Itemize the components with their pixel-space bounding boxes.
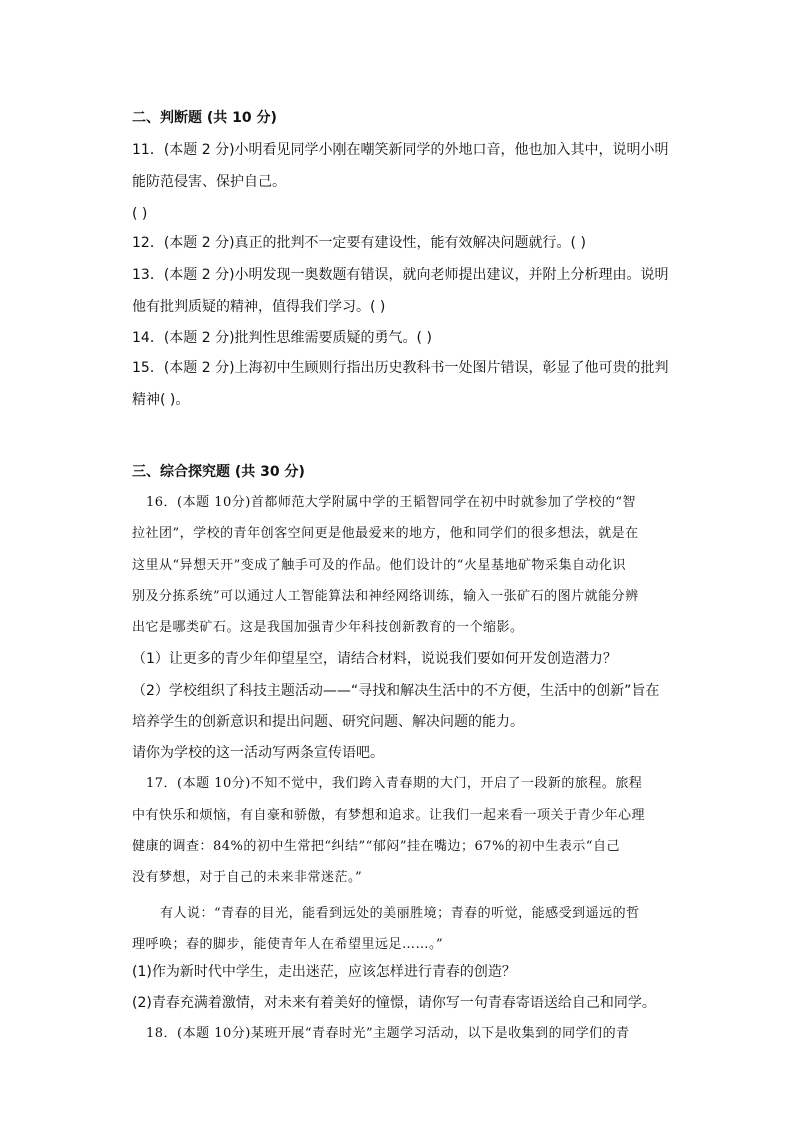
question-16-sub-2-line-1: （2）学校组织了科技主题活动——“寻找和解决生活中的不方便，生活中的创新”旨在 [132, 683, 660, 699]
question-17-sub-2: (2)青春充满着激情，对未来有着美好的憧憬，请你写一句青春寄语送给自己和同学。 [132, 995, 656, 1011]
question-17-sub-1: (1)作为新时代中学生，走出迷茫，应该怎样进行青春的创造？ [132, 964, 516, 980]
question-17-line-3: 健康的调查：84%的初中生常把“纠结”“郁闷”挂在嘴边；67%的初中生表示“自己 [132, 839, 621, 854]
question-17-line-4: 没有梦想，对于自己的未来非常迷茫。” [132, 870, 363, 885]
question-15-line-2: 精神( )。 [132, 392, 190, 408]
question-16-line-4: 别及分拣系统”可以通过人工智能算法和神经网络训练，输入一张矿石的图片就能分辨 [132, 589, 639, 604]
question-17-line-2: 中有快乐和烦恼，有自豪和骄傲，有梦想和追求。让我们一起来看一项关于青少年心理 [132, 808, 646, 823]
question-12: 12．(本题 2 分)真正的批判不一定要有建设性，能有效解决问题就行。( ) [132, 235, 586, 251]
question-16-line-2: 拉社团”，学校的青年创客空间更是他最爱来的地方，他和同学们的很多想法，就是在 [132, 526, 639, 541]
question-17-line-6: 理呼唤；春的脚步，能使青年人在希望里远足……。” [132, 937, 444, 952]
question-11-line-2: 能防范侵害、保护自己。 [132, 174, 286, 190]
question-15-line-1: 15．(本题 2 分)上海初中生顾则行指出历史教科书一处图片错误，彰显了他可贵的批判 [132, 360, 669, 376]
question-13-line-2: 他有批判质疑的精神，值得我们学习。( ) [132, 299, 386, 315]
question-13-line-1: 13．(本题 2 分)小明发现一奥数题有错误，就向老师提出建议，并附上分析理由。说明 [132, 267, 669, 283]
question-11-line-1: 11．(本题 2 分)小明看见同学小刚在嘲笑新同学的外地口音，他也加入其中，说明小明 [132, 142, 669, 158]
section-heading-inquiry: 三、综合探究题 (共 30 分) [132, 464, 305, 480]
question-17-line-1: 17．(本题 10分)不知不觉中，我们跨入青春期的大门，开启了一段新的旅程。旅程 [146, 776, 643, 791]
question-16-line-3: 这里从“异想天开”变成了触手可及的作品。他们设计的“火星基地矿物采集自动化识 [132, 558, 626, 573]
question-11-answer-blank[interactable]: ( ) [132, 206, 148, 222]
section-heading-judgement: 二、判断题 (共 10 分) [132, 110, 277, 126]
question-16-sub-1: （1）让更多的青少年仰望星空，请结合材料，说说我们要如何开发创造潜力？ [132, 651, 617, 667]
question-16-line-1: 16．(本题 10分)首都师范大学附属中学的王韬智同学在初中时就参加了学校的“智 [146, 495, 637, 510]
question-16-sub-2-line-3: 请你为学校的这一活动写两条宣传语吧。 [132, 745, 384, 761]
question-18-line-1: 18．(本题 10分)某班开展“青春时光”主题学习活动，以下是收集到的同学们的青 [146, 1026, 630, 1041]
question-17-line-5: 有人说：“青春的目光，能看到远处的美丽胜境；青春的听觉，能感受到遥远的哲 [160, 906, 640, 921]
question-14: 14．(本题 2 分)批判性思维需要质疑的勇气。( ) [132, 330, 432, 346]
question-16-sub-2-line-2: 培养学生的创新意识和提出问题、研究问题、解决问题的能力。 [132, 714, 524, 730]
question-16-line-5: 出它是哪类矿石。这是我国加强青少年科技创新教育的一个缩影。 [132, 620, 524, 635]
